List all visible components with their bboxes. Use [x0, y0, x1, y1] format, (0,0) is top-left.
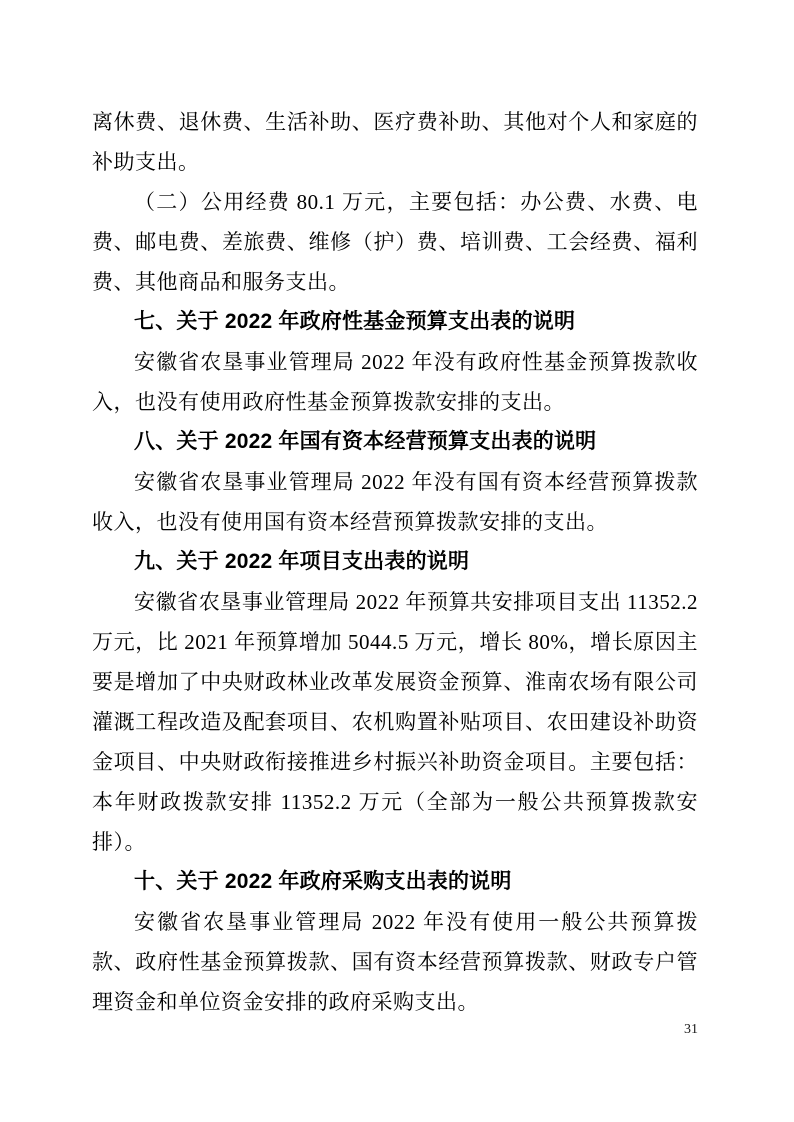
paragraph-section-10-body: 安徽省农垦事业管理局 2022 年没有使用一般公共预算拨款、政府性基金预算拨款、国有资本经营预算拨款、财政专户管理资金和单位资金安排的政府采购支出。: [92, 910, 698, 1014]
heading-section-7-government-fund-budget: 七、关于 2022 年政府性基金预算支出表的说明: [134, 310, 576, 333]
paragraph-personal-family-subsidy-continuation: 离休费、退休费、生活补助、医疗费补助、其他对个人和家庭的补助支出。: [92, 110, 698, 174]
paragraph-section-8-body: 安徽省农垦事业管理局 2022 年没有国有资本经营预算拨款收入，也没有使用国有资本经营预算拨款安排的支出。: [92, 470, 698, 534]
heading-section-10-government-procurement: 十、关于 2022 年政府采购支出表的说明: [134, 870, 512, 893]
paragraph-section-7-body: 安徽省农垦事业管理局 2022 年没有政府性基金预算拨款收入，也没有使用政府性基金预算拨款安排的支出。: [92, 350, 698, 414]
page-number: 31: [684, 1022, 698, 1037]
paragraph-section-9-body: 安徽省农垦事业管理局 2022 年预算共安排项目支出 11352.2 万元，比 2021 年预算增加 5044.5 万元，增长 80%，增长原因主要是增加了中央财政林业改革发展资金预算、淮南农场有限公司灌溉工程改造及配套项目、农机购置补贴项目、农田建设补助资金项目、中央财政衔接推进乡村振兴补助资金项目。主要包括：本年财政拨款安排 11352.2 万元（全部为一般公共预算拨款安排）。: [92, 590, 698, 854]
heading-section-8-state-capital-budget: 八、关于 2022 年国有资本经营预算支出表的说明: [134, 430, 597, 453]
paragraph-public-funds-expense: （二）公用经费 80.1 万元，主要包括：办公费、水费、电费、邮电费、差旅费、维修（护）费、培训费、工会经费、福利费、其他商品和服务支出。: [92, 190, 698, 294]
document-body: [92, 102, 698, 1022]
heading-section-9-project-expenditure: 九、关于 2022 年项目支出表的说明: [134, 550, 470, 573]
